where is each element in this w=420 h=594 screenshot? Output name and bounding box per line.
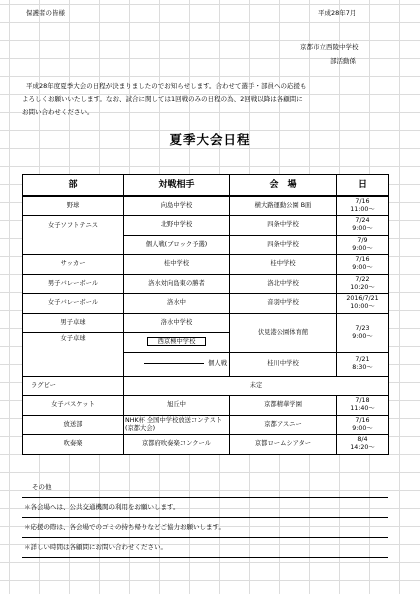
- date-cell: 7/21 8:30～: [337, 352, 389, 376]
- note-item: ＊詳しい時間は各顧問にお問い合わせください。: [22, 538, 388, 558]
- venue-cell: 桂川中学校: [230, 352, 337, 376]
- opponent-cell: NHK杯 全国中学校放送コンテスト(京都大会): [124, 415, 230, 435]
- note-item: ＊各会場へは、公共交通機関の利用をお願いします。: [22, 498, 388, 518]
- date-cell: 7/16 9:00～: [337, 415, 389, 435]
- department-name: 部活動係: [330, 57, 356, 65]
- table-row: [23, 396, 389, 416]
- issue-date: 平成28年7月: [318, 9, 357, 17]
- club-cell: ラグビー: [23, 376, 124, 396]
- table-row: [23, 294, 389, 314]
- opponent-cell: [124, 333, 230, 353]
- date-cell: 7/16 9:00～: [337, 255, 389, 275]
- club-cell: 男子バレーボール: [23, 274, 124, 294]
- date-cell: 7/18 11:40～: [337, 396, 389, 416]
- club-cell: 放送部: [23, 415, 124, 435]
- venue-cell: 四条中学校: [230, 216, 337, 236]
- page-title: 夏季大会日程: [169, 132, 251, 147]
- opponent-cell: 洛水中: [124, 294, 230, 314]
- club-cell: 女子バレーボール: [23, 294, 124, 314]
- column-header: 日: [337, 175, 389, 197]
- club-cell: 吹奏楽: [23, 435, 124, 455]
- date-cell: 7/24 9:00～: [337, 216, 389, 236]
- opponent-cell: 洛水中学校: [124, 313, 230, 333]
- opponent-cell: 北野中学校: [124, 216, 230, 236]
- venue-cell: 洛北中学校: [230, 274, 337, 294]
- date-cell: 7/9 9:00～: [337, 235, 389, 255]
- schedule-table: [22, 174, 389, 455]
- intro-paragraph: [22, 80, 388, 119]
- venue-cell: 未定: [124, 376, 389, 396]
- table-row: [23, 415, 389, 435]
- opponent-cell: 向島中学校: [124, 196, 230, 216]
- table-row: [23, 255, 389, 275]
- table-row: [23, 435, 389, 455]
- club-cell: 女子卓球: [23, 333, 124, 377]
- date-cell: 7/16 11:00～: [337, 196, 389, 216]
- venue-cell: 伏見港公園体育館: [230, 313, 337, 352]
- opponent-cell: 京都府吹奏楽コンクール: [124, 435, 230, 455]
- venue-cell: 京都アスニー: [230, 415, 337, 435]
- venue-cell: 横大路運動公園 B面: [230, 196, 337, 216]
- venue-cell: 桂中学校: [230, 255, 337, 275]
- date-cell: 7/22 10:20～: [337, 274, 389, 294]
- table-row: [23, 274, 389, 294]
- column-header: 対戦相手: [124, 175, 230, 197]
- venue-cell: 京都ロームシアター: [230, 435, 337, 455]
- intro-line: お問い合わせください。: [22, 108, 94, 116]
- date-cell: 8/4 14:20～: [337, 435, 389, 455]
- table-row: [23, 196, 389, 216]
- opponent-text: 西京極中学校: [147, 337, 207, 346]
- venue-cell: 四条中学校: [230, 235, 337, 255]
- club-cell: 女子ソフトテニス: [23, 216, 124, 255]
- venue-cell: 京都精華学園: [230, 396, 337, 416]
- divider-line: [144, 363, 204, 364]
- club-cell: 男子卓球: [23, 313, 124, 333]
- opponent-text: 個人戦: [208, 360, 227, 367]
- opponent-cell: 個人戦(ブロック予選): [124, 235, 230, 255]
- addressee: 保護者の皆様: [26, 9, 65, 17]
- table-row: [23, 216, 389, 236]
- table-header-row: [23, 175, 389, 197]
- school-name: 京都市立西陵中学校: [300, 43, 359, 51]
- intro-line: 平成28年度夏季大会の日程が決まりましたのでお知らせします。合わせて選手・部員への応援も: [26, 82, 307, 90]
- date-cell: 7/23 9:00～: [337, 313, 389, 352]
- intro-line: よろしくお願いいたします。なお、試合に関しては1回戦のみの日程の為、2回戦以降は各顧問に: [22, 95, 303, 103]
- club-cell: サッカー: [23, 255, 124, 275]
- club-cell: 野球: [23, 196, 124, 216]
- notes-section: [22, 478, 388, 558]
- opponent-cell: 洛水対向島東の勝者: [124, 274, 230, 294]
- column-header: 会 場: [230, 175, 337, 197]
- opponent-cell: 桂中学校: [124, 255, 230, 275]
- opponent-cell: [124, 352, 230, 376]
- column-header: 部: [23, 175, 124, 197]
- notes-heading: その他: [22, 478, 388, 498]
- table-row: [23, 376, 389, 396]
- table-row: [23, 313, 389, 333]
- note-item: ＊応援の際は、各会場でのゴミの持ち帰りなどご協力お願いします。: [22, 518, 388, 538]
- date-cell: 2016/7/21 10:00～: [337, 294, 389, 314]
- club-cell: 女子バスケット: [23, 396, 124, 416]
- venue-cell: 音羽中学校: [230, 294, 337, 314]
- opponent-cell: 旭丘中: [124, 396, 230, 416]
